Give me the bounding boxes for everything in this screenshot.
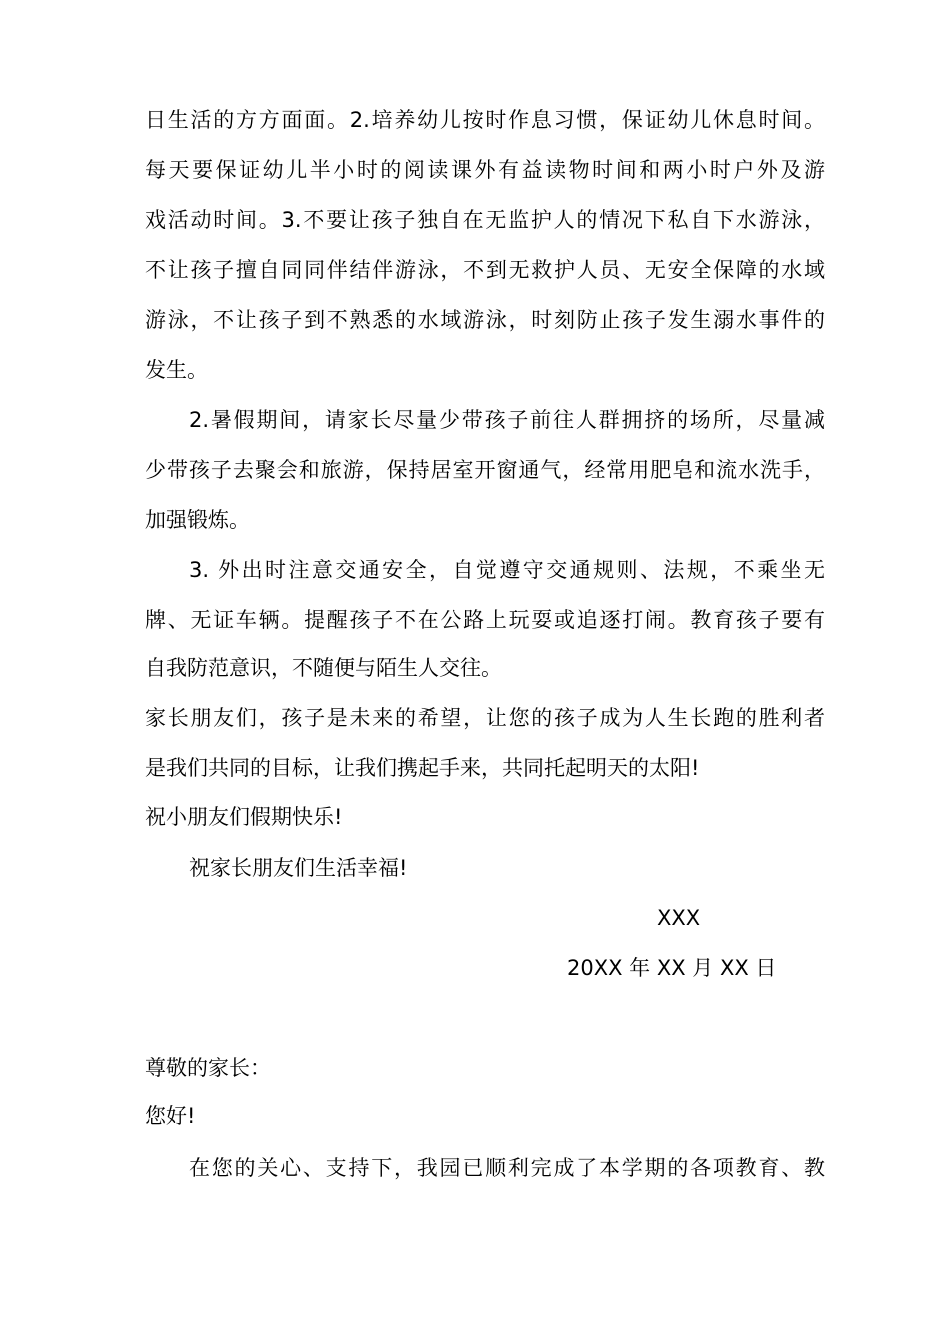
paragraph-3-line-2: 牌、无证车辆。提醒孩子不在公路上玩耍或追逐打闹。教育孩子要有 xyxy=(145,608,825,632)
signature-name: XXX xyxy=(657,906,701,930)
paragraph-1-line-1: 日生活的方方面面。2.培养幼儿按时作息习惯，保证幼儿休息时间。 xyxy=(145,108,825,132)
paragraph-1-line-4: 不让孩子擅自同同伴结伴游泳，不到无救护人员、无安全保障的水域 xyxy=(145,258,825,282)
paragraph-1-line-2: 每天要保证幼儿半小时的阅读课外有益读物时间和两小时户外及游 xyxy=(145,158,825,182)
next-letter-line-1: 在您的关心、支持下，我园已顺利完成了本学期的各项教育、教 xyxy=(189,1156,825,1180)
closing-line-2: 是我们共同的目标，让我们携起手来，共同托起明天的太阳! xyxy=(145,756,700,780)
paragraph-1-line-3: 戏活动时间。3.不要让孩子独自在无监护人的情况下私自下水游泳， xyxy=(145,208,825,232)
paragraph-3-line-3: 自我防范意识，不随便与陌生人交往。 xyxy=(145,656,502,680)
paragraph-2-line-2: 少带孩子去聚会和旅游，保持居室开窗通气，经常用肥皂和流水洗手， xyxy=(145,458,825,482)
paragraph-2-line-3: 加强锻炼。 xyxy=(145,508,250,532)
greeting: 您好! xyxy=(145,1104,196,1128)
paragraph-1-line-5: 游泳，不让孩子到不熟悉的水域游泳，时刻防止孩子发生溺水事件的 xyxy=(145,308,825,332)
paragraph-2-line-1: 2.暑假期间，请家长尽量少带孩子前往人群拥挤的场所，尽量减 xyxy=(189,408,825,432)
closing-line-1: 家长朋友们，孩子是未来的希望，让您的孩子成为人生长跑的胜利者 xyxy=(145,706,825,730)
signature-date: 20XX 年 XX 月 XX 日 xyxy=(567,956,777,980)
wish-children: 祝小朋友们假期快乐! xyxy=(145,805,343,829)
paragraph-3-line-1: 3. 外出时注意交通安全，自觉遵守交通规则、法规，不乘坐无 xyxy=(189,558,825,582)
wish-parents: 祝家长朋友们生活幸福! xyxy=(189,856,408,880)
salutation: 尊敬的家长： xyxy=(145,1056,271,1080)
paragraph-1-line-6: 发生。 xyxy=(145,358,208,382)
